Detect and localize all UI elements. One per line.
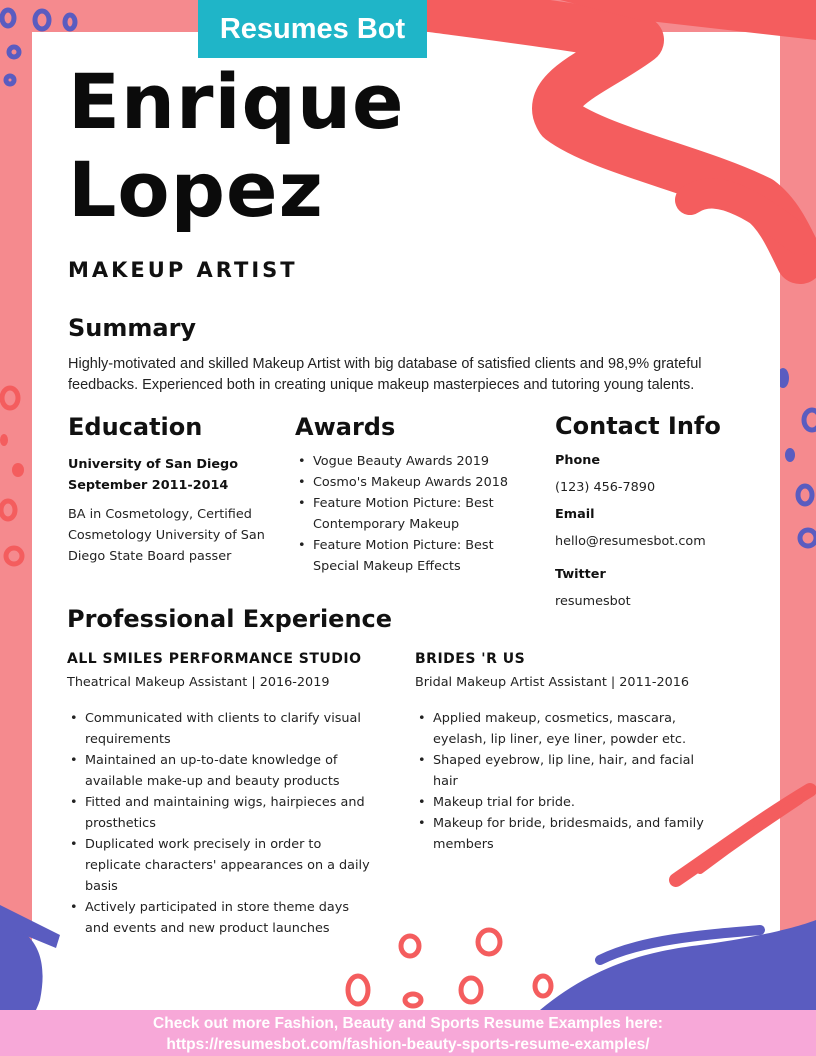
- job-bullet: • Applied makeup, cosmetics, mascara, eyelash, lip liner, eye liner, powder etc.: [415, 708, 715, 750]
- awards-list: [295, 451, 520, 577]
- education-heading: Education: [68, 413, 203, 441]
- education-block: [68, 454, 273, 567]
- job-bullet: • Duplicated work precisely in order to replicate characters' appearances on a daily basis: [67, 834, 372, 897]
- award-item: • Cosmo's Makeup Awards 2018: [295, 472, 520, 493]
- education-description: BA in Cosmetology, Certified Cosmetology University of San Diego State Board passer: [68, 507, 265, 564]
- summary-heading: Summary: [68, 314, 197, 342]
- award-item: • Feature Motion Picture: Best Contemporary Makeup: [295, 493, 520, 535]
- twitter-value[interactable]: resumesbot: [555, 594, 631, 609]
- job-bullet: • Actively participated in store theme days and events and new product launches: [67, 897, 372, 939]
- award-item: • Vogue Beauty Awards 2019: [295, 451, 520, 472]
- job-company: ALL SMILES PERFORMANCE STUDIO: [67, 651, 362, 667]
- job-bullet: • Shaped eyebrow, lip line, hair, and facial hair: [415, 750, 715, 792]
- job-bullet: • Communicated with clients to clarify visual requirements: [67, 708, 372, 750]
- job-bullet: • Fitted and maintaining wigs, hairpieces and prosthetics: [67, 792, 372, 834]
- candidate-name: [68, 58, 405, 234]
- job-bullets: [67, 708, 372, 939]
- twitter-label: Twitter: [555, 567, 606, 582]
- footer-link[interactable]: https://resumesbot.com/fashion-beauty-sports-resume-examples/: [166, 1036, 650, 1053]
- job-bullets: [415, 708, 715, 855]
- phone-label: Phone: [555, 453, 601, 468]
- first-name: Enrique: [68, 57, 405, 146]
- email-value[interactable]: hello@resumesbot.com: [555, 534, 706, 549]
- summary-text: Highly-motivated and skilled Makeup Artist with big database of satisfied clients and 98,9% grateful feedbacks. Experienced both in creating unique makeup masterpieces and tutoring young talents.: [68, 356, 702, 393]
- job-bullet: • Makeup trial for bride.: [415, 792, 715, 813]
- brand-banner[interactable]: Resumes Bot: [198, 0, 427, 58]
- award-item: • Feature Motion Picture: Best Special Makeup Effects: [295, 535, 520, 577]
- job-bullet: • Maintained an up-to-date knowledge of available make-up and beauty products: [67, 750, 372, 792]
- footer-banner[interactable]: [0, 1010, 816, 1056]
- job-bullet: • Makeup for bride, bridesmaids, and family members: [415, 813, 715, 855]
- footer-text: Check out more Fashion, Beauty and Sports Resume Examples here:: [153, 1015, 663, 1032]
- job-company: BRIDES 'R US: [415, 651, 526, 667]
- education-school: University of San Diego: [68, 457, 239, 472]
- email-label: Email: [555, 507, 595, 522]
- last-name: Lopez: [68, 145, 324, 234]
- job-role: MAKEUP ARTIST: [68, 258, 298, 282]
- awards-heading: Awards: [295, 413, 396, 441]
- experience-heading: Professional Experience: [67, 605, 393, 633]
- contact-heading: Contact Info: [555, 412, 721, 440]
- phone-value[interactable]: (123) 456-7890: [555, 480, 656, 495]
- job-position: Bridal Makeup Artist Assistant | 2011-2016: [415, 675, 690, 690]
- job-position: Theatrical Makeup Assistant | 2016-2019: [67, 675, 330, 690]
- education-dates: September 2011-2014: [68, 478, 229, 493]
